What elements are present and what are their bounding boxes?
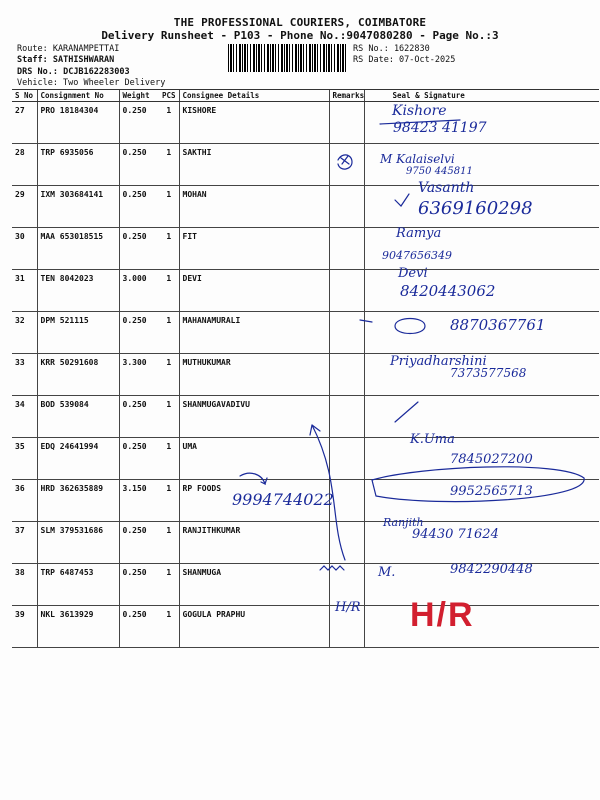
handwritten-signature: Devi xyxy=(398,266,428,281)
cell-sno: 34 xyxy=(12,396,37,438)
cell-sno: 39 xyxy=(12,606,37,648)
cell-consignee: MOHAN xyxy=(179,186,329,228)
cell-sno: 29 xyxy=(12,186,37,228)
handwritten-phone: 7373577568 xyxy=(450,366,527,380)
handwritten-remark: H/R xyxy=(335,600,361,615)
table-row xyxy=(12,522,599,564)
table-row xyxy=(12,228,599,270)
cell-seal xyxy=(364,606,599,648)
cell-pcs: 1 xyxy=(159,144,179,186)
cell-consignment: TRP 6935056 xyxy=(37,144,119,186)
cell-sno: 35 xyxy=(12,438,37,480)
cell-pcs: 1 xyxy=(159,606,179,648)
cell-weight: 0.250 xyxy=(119,438,159,480)
col-consignee: Consignee Details xyxy=(179,90,329,102)
handwritten-note: 9994744022 xyxy=(232,490,334,509)
handwritten-phone: 8870367761 xyxy=(450,316,546,334)
cell-remarks xyxy=(329,144,364,186)
staff-line xyxy=(17,55,114,65)
barcode xyxy=(228,44,348,72)
cell-remarks xyxy=(329,228,364,270)
cell-consignee: GOGULA PRAPHU xyxy=(179,606,329,648)
table-row xyxy=(12,396,599,438)
cell-consignee: UMA xyxy=(179,438,329,480)
cell-weight: 0.250 xyxy=(119,564,159,606)
col-weight: Weight xyxy=(119,90,159,102)
cell-consignee: DEVI xyxy=(179,270,329,312)
cell-remarks xyxy=(329,102,364,144)
cell-consignment: EDQ 24641994 xyxy=(37,438,119,480)
cell-consignment: DPM 521115 xyxy=(37,312,119,354)
cell-consignee: SAKTHI xyxy=(179,144,329,186)
col-pcs: PCS xyxy=(159,90,179,102)
cell-pcs: 1 xyxy=(159,480,179,522)
cell-weight: 0.250 xyxy=(119,144,159,186)
handwritten-phone: 94430 71624 xyxy=(412,527,499,542)
route-line: Route: KARANAMPETTAI xyxy=(17,44,120,54)
cell-consignment: TRP 6487453 xyxy=(37,564,119,606)
cell-consignee: RP FOODS xyxy=(179,480,329,522)
red-hr-mark: H/R xyxy=(410,596,475,634)
cell-sno: 32 xyxy=(12,312,37,354)
cell-pcs: 1 xyxy=(159,228,179,270)
handwritten-signature: Ramya xyxy=(396,226,442,241)
cell-pcs: 1 xyxy=(159,354,179,396)
col-sno: S No xyxy=(12,90,37,102)
cell-consignee: RANJITHKUMAR xyxy=(179,522,329,564)
cell-consignment: IXM 303684141 xyxy=(37,186,119,228)
cell-consignment: KRR 50291608 xyxy=(37,354,119,396)
table-row xyxy=(12,144,599,186)
table-row xyxy=(12,270,599,312)
cell-weight: 0.250 xyxy=(119,396,159,438)
handwritten-phone: 9047656349 xyxy=(382,249,452,262)
cell-consignment: PRO 18184304 xyxy=(37,102,119,144)
table-row xyxy=(12,606,599,648)
drs-number: DCJB162283003 xyxy=(63,67,130,77)
staff-name: SATHISHWARAN xyxy=(52,55,115,65)
handwritten-signature: M Kalaiselvi xyxy=(380,152,455,166)
runsheet-title: Delivery Runsheet - P103 - Phone No.:9047080280 - Page No.:3 xyxy=(101,29,499,42)
table-row xyxy=(12,102,599,144)
handwritten-phone: 98423 41197 xyxy=(393,120,487,136)
cell-weight: 0.250 xyxy=(119,228,159,270)
col-remarks: Remarks xyxy=(329,90,364,102)
cell-weight: 0.250 xyxy=(119,186,159,228)
cell-consignee: SHANMUGAVADIVU xyxy=(179,396,329,438)
cell-weight: 3.150 xyxy=(119,480,159,522)
cell-weight: 3.300 xyxy=(119,354,159,396)
handwritten-signature: Kishore xyxy=(392,103,447,119)
staff-label: Staff: xyxy=(17,55,48,65)
cell-sno: 27 xyxy=(12,102,37,144)
col-consignment: Consignment No xyxy=(37,90,119,102)
cell-sno: 31 xyxy=(12,270,37,312)
cell-weight: 0.250 xyxy=(119,312,159,354)
handwritten-signature: Vasanth xyxy=(418,180,475,196)
cell-consignment: BOD 539084 xyxy=(37,396,119,438)
cell-consignee: MUTHUKUMAR xyxy=(179,354,329,396)
handwritten-signature: M. xyxy=(378,565,396,580)
cell-remarks xyxy=(329,186,364,228)
cell-pcs: 1 xyxy=(159,270,179,312)
handwritten-signature: Ranjith xyxy=(383,516,424,529)
cell-consignment: SLM 379531686 xyxy=(37,522,119,564)
cell-seal xyxy=(364,396,599,438)
handwritten-signature: K.Uma xyxy=(410,432,455,447)
cell-sno: 33 xyxy=(12,354,37,396)
handwritten-signature: Priyadharshini xyxy=(390,354,487,369)
cell-consignee: KISHORE xyxy=(179,102,329,144)
cell-sno: 38 xyxy=(12,564,37,606)
handwritten-phone: 8420443062 xyxy=(400,282,496,300)
cell-sno: 37 xyxy=(12,522,37,564)
cell-remarks xyxy=(329,480,364,522)
rs-date: RS Date: 07-Oct-2025 xyxy=(353,55,456,65)
cell-consignment: HRD 362635889 xyxy=(37,480,119,522)
col-seal: Seal & Signature xyxy=(364,90,599,102)
drs-line xyxy=(17,67,130,77)
cell-remarks xyxy=(329,354,364,396)
cell-sno: 36 xyxy=(12,480,37,522)
handwritten-phone: 9750 445811 xyxy=(406,166,473,177)
handwritten-phone: 6369160298 xyxy=(418,198,533,219)
cell-pcs: 1 xyxy=(159,564,179,606)
cell-sno: 28 xyxy=(12,144,37,186)
cell-weight: 0.250 xyxy=(119,102,159,144)
handwritten-phone: 9842290448 xyxy=(450,562,533,577)
cell-consignee: SHANMUGA xyxy=(179,564,329,606)
cell-remarks xyxy=(329,270,364,312)
cell-weight: 0.250 xyxy=(119,606,159,648)
rs-number: RS No.: 1622830 xyxy=(353,44,430,54)
cell-weight: 3.000 xyxy=(119,270,159,312)
cell-remarks xyxy=(329,522,364,564)
company-title: THE PROFESSIONAL COURIERS, COIMBATORE xyxy=(173,16,427,29)
cell-consignee: FIT xyxy=(179,228,329,270)
cell-pcs: 1 xyxy=(159,312,179,354)
cell-pcs: 1 xyxy=(159,396,179,438)
cell-consignment: NKL 3613929 xyxy=(37,606,119,648)
cell-sno: 30 xyxy=(12,228,37,270)
cell-consignee: MAHANAMURALI xyxy=(179,312,329,354)
cell-remarks xyxy=(329,438,364,480)
cell-remarks xyxy=(329,312,364,354)
cell-pcs: 1 xyxy=(159,102,179,144)
table-header-row xyxy=(12,90,599,102)
cell-pcs: 1 xyxy=(159,438,179,480)
drs-label: DRS No.: xyxy=(17,67,58,77)
vehicle-line: Vehicle: Two Wheeler Delivery xyxy=(17,78,166,88)
cell-remarks xyxy=(329,396,364,438)
cell-consignment: TEN 8042023 xyxy=(37,270,119,312)
cell-consignment: MAA 653018515 xyxy=(37,228,119,270)
cell-pcs: 1 xyxy=(159,186,179,228)
cell-pcs: 1 xyxy=(159,522,179,564)
handwritten-phone: 7845027200 xyxy=(450,452,533,467)
handwritten-phone: 9952565713 xyxy=(450,484,533,499)
cell-weight: 0.250 xyxy=(119,522,159,564)
